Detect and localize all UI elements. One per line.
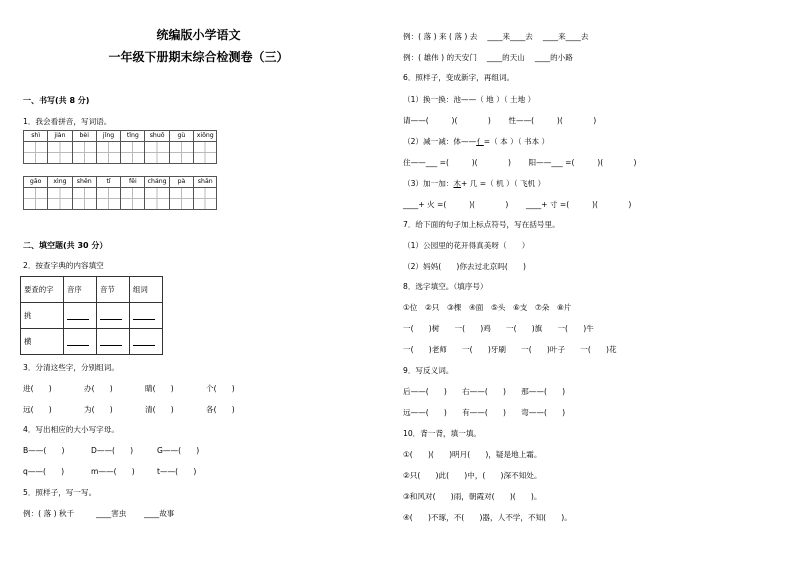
q3-item: 个( ) — [206, 384, 235, 393]
q3-item: 办( ) — [84, 384, 113, 393]
question-3: 3．分清这些字，分别组词。 — [23, 363, 119, 372]
q4-item: G——( ) — [157, 446, 200, 455]
q9-row-2: 远——( ) 有——( ) 弯——( ) — [403, 408, 566, 417]
pinyin-grid-row-1 — [23, 130, 217, 164]
writing-cell[interactable] — [170, 188, 193, 209]
q6-part-1: （1）换一换：池——（ 地 ）（ 土地 ） — [403, 95, 536, 104]
q8-row-1: 一( )树 一( )鸡 一( )旗 一( )牛 — [403, 324, 594, 333]
question-6: 6．照样子，变成新字，再组词。 — [403, 73, 515, 82]
question-10: 10．背一背，填一填。 — [403, 429, 482, 438]
table-cell: 横 — [21, 329, 64, 355]
q6-part-2-blanks: 住——___ =( )( ) 阳——___ =( )( ) — [403, 158, 637, 167]
q6-part-2: （2）减一减：体——亻=（ 本 ）（ 书本 ） — [403, 137, 550, 146]
question-1: 1．我会看拼音，写词语。 — [23, 117, 112, 126]
answer-cell[interactable] — [64, 329, 97, 355]
pinyin-label: jǐng — [97, 131, 120, 142]
table-header: 音序 — [64, 277, 97, 303]
q3-item: 进( ) — [23, 384, 52, 393]
q10-line-4: ④( )不琢，不( )器，人不学，不知( )。 — [403, 513, 572, 522]
writing-cell[interactable] — [145, 188, 168, 209]
pinyin-label: shān — [194, 177, 216, 188]
table-cell: 挑 — [21, 303, 64, 329]
pinyin-label: shuō — [145, 131, 168, 142]
q10-line-1: ①( )( )明月( )，疑是地上霜。 — [403, 450, 542, 459]
q3-item: 远( ) — [23, 405, 52, 414]
q10-line-2: ②只( )此( )中，( )深不知处。 — [403, 471, 542, 480]
pinyin-label: jiàn — [48, 131, 71, 142]
q4-item: q——( ) — [23, 467, 65, 476]
pinyin-label: gù — [170, 131, 193, 142]
q10-line-3: ③和风对( )雨，朝霞对( )( )。 — [403, 492, 542, 501]
writing-cell[interactable] — [73, 188, 96, 209]
writing-cell[interactable] — [48, 142, 71, 163]
pinyin-label: gāo — [24, 177, 47, 188]
writing-cell[interactable] — [97, 142, 120, 163]
q5-example-line-2: 例：( 雄伟 ) 的天安门 ____的天山 ____的小路 — [403, 53, 573, 62]
q5-blank: ____故事 — [144, 509, 175, 518]
pinyin-label: shēn — [73, 177, 96, 188]
dictionary-table — [20, 276, 163, 355]
section-2-heading: 二、填空题(共 30 分） — [23, 241, 108, 250]
table-header: 要查的字 — [21, 277, 64, 303]
page-title: 统编版小学语文 — [156, 28, 241, 42]
question-7: 7．给下面的句子加上标点符号，写在括号里。 — [403, 220, 560, 229]
writing-cell[interactable] — [24, 142, 47, 163]
q7-sentence-2: （2）妈妈( )你去过北京吗( ) — [403, 262, 526, 271]
q3-item: 清( ) — [145, 405, 174, 414]
writing-cell[interactable] — [145, 142, 168, 163]
pinyin-label: cháng — [145, 177, 168, 188]
answer-cell[interactable] — [97, 303, 130, 329]
pinyin-label: fēi — [121, 177, 144, 188]
pinyin-label: bèi — [73, 131, 96, 142]
writing-cell[interactable] — [194, 188, 216, 209]
q4-item: B——( ) — [23, 446, 65, 455]
answer-cell[interactable] — [130, 329, 163, 355]
table-header: 音节 — [97, 277, 130, 303]
q4-item: t——( ) — [157, 467, 197, 476]
q3-item: 各( ) — [206, 405, 235, 414]
q8-options: ①位 ②只 ③棵 ④面 ⑤头 ⑥支 ⑦朵 ⑧片 — [403, 303, 572, 312]
question-9: 9．写反义词。 — [403, 366, 454, 375]
q6-part-1-blanks: 请——( )( ) 性——( )( ) — [403, 116, 597, 125]
table-row — [21, 303, 163, 329]
answer-cell[interactable] — [64, 303, 97, 329]
q4-item: D——( ) — [91, 446, 134, 455]
pinyin-label: tǐ — [97, 177, 120, 188]
pinyin-label: xiōng — [194, 131, 216, 142]
q7-sentence-1: （1）公园里的花开得真美呀（ ） — [403, 241, 530, 250]
writing-cell[interactable] — [24, 188, 47, 209]
q9-row-1: 后——( ) 右——( ) 那——( ) — [403, 387, 566, 396]
question-5: 5．照样子，写一写。 — [23, 488, 97, 497]
table-row — [21, 329, 163, 355]
pinyin-label: shì — [24, 131, 47, 142]
writing-cell[interactable] — [97, 188, 120, 209]
pinyin-label: xìng — [48, 177, 71, 188]
q6-part-3-blanks: ____+ 火 =( )( ) ____+ 寸 =( )( ) — [403, 200, 632, 209]
q5-blank: ____害虫 — [96, 509, 127, 518]
q5-example: 例：( 落 ) 秋千 — [23, 509, 75, 518]
writing-cell[interactable] — [170, 142, 193, 163]
question-2: 2．按查字典的内容填空 — [23, 261, 104, 270]
writing-cell[interactable] — [73, 142, 96, 163]
writing-cell[interactable] — [121, 142, 144, 163]
table-header: 组词 — [130, 277, 163, 303]
answer-cell[interactable] — [97, 329, 130, 355]
pinyin-label: pà — [170, 177, 193, 188]
pinyin-grid-row-2 — [23, 176, 217, 210]
q3-item: 为( ) — [84, 405, 113, 414]
q6-part-3: （3）加一加：木+ 几 =（ 机 ）（ 飞机 ） — [403, 179, 546, 188]
question-4: 4．写出相应的大小写字母。 — [23, 425, 119, 434]
q4-item: m——( ) — [91, 467, 135, 476]
writing-cell[interactable] — [194, 142, 216, 163]
writing-cell[interactable] — [48, 188, 71, 209]
table-header-row — [21, 277, 163, 303]
q5-example-line-1: 例：( 落 ) 来 ( 落 ) 去 ____来____去 ____来____去 — [403, 32, 589, 41]
question-8: 8．选字填空。（填序号） — [403, 282, 488, 291]
q3-item: 睛( ) — [145, 384, 174, 393]
section-1-heading: 一、书写(共 8 分) — [23, 96, 90, 105]
pinyin-label: tǐng — [121, 131, 144, 142]
answer-cell[interactable] — [130, 303, 163, 329]
page-subtitle: 一年级下册期末综合检测卷（三） — [108, 50, 289, 64]
writing-cell[interactable] — [121, 188, 144, 209]
q8-row-2: 一( )老师 一( )牙刷 一( )叶子 一( )花 — [403, 345, 617, 354]
